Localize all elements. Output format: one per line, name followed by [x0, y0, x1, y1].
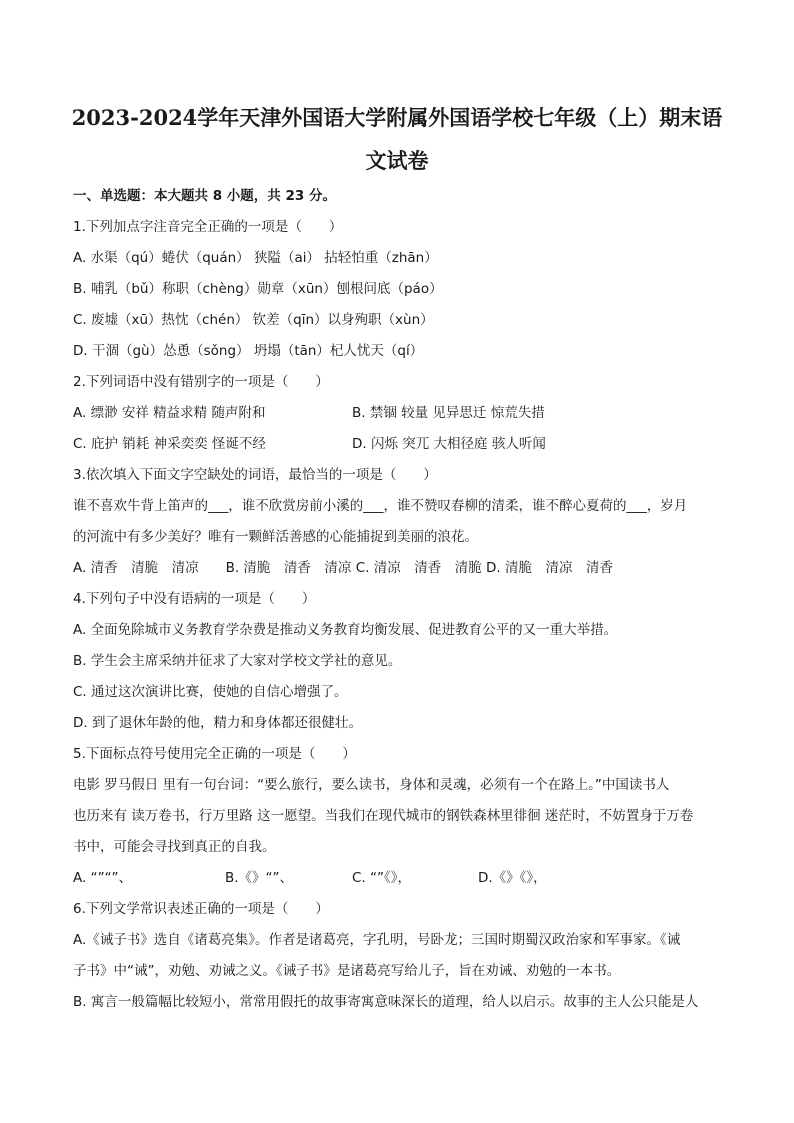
question-5-stem: 5.下面标点符号使用完全正确的一项是（ ）	[73, 746, 356, 762]
question-4-option-b: B. 学生会主席采纳并征求了大家对学校文学社的意见。	[73, 653, 402, 669]
section-heading: 一、单选题：本大题共 8 小题，共 23 分。	[73, 188, 336, 204]
exam-title-line-2: 文试卷	[365, 148, 429, 173]
question-4-option-a: A. 全面免除城市义务教育学杂费是推动义务教育均衡发展、促进教育公平的又一重大举措。	[73, 622, 618, 638]
question-3-options: A. 清香 清脆 清凉 B. 清脆 清香 清凉 C. 清凉 清香 清脆 D. 清脆 清凉 清香	[73, 560, 613, 576]
question-5-passage-line-3: 书中，可能会寻找到真正的自我。	[73, 839, 276, 855]
question-3-passage-line-2: 的河流中有多少美好？唯有一颗鲜活善感的心能捕捉到美丽的浪花。	[73, 529, 478, 545]
question-5-option-d: D.《》《》，	[478, 870, 547, 886]
question-2-option-d: D. 闪烁 突兀 大相径庭 骇人听闻	[352, 436, 546, 452]
question-6-option-b-line-1: B. 寓言一般篇幅比较短小，常常用假托的故事寄寓意味深长的道理，给人以启示。故事的主人公只能是人	[73, 994, 699, 1010]
question-2-option-c: C. 庇护 销耗 神采奕奕 怪诞不经	[73, 436, 266, 452]
question-2-option-a: A. 缥渺 安祥 精益求精 随声附和	[73, 405, 266, 421]
question-1-option-d: D. 干涸（gù）怂恿（sǒng） 坍塌（tān）杞人忧天（qí）	[73, 343, 424, 359]
question-1-stem: 1.下列加点字注音完全正确的一项是（ ）	[73, 219, 343, 235]
question-2-option-b: B. 禁锢 较量 见异思迁 惊荒失措	[352, 405, 545, 421]
exam-title-line-1: 2023-2024学年天津外国语大学附属外国语学校七年级（上）期末语	[71, 105, 723, 130]
question-3-passage-line-1: 谁不喜欢牛背上笛声的___，谁不欣赏房前小溪的___，谁不赞叹春柳的清柔，谁不醉心夏荷的___，岁月	[73, 498, 688, 514]
question-1-option-c: C. 废墟（xū）热忱（chén） 钦差（qīn）以身殉职（xùn）	[73, 312, 434, 328]
question-4-stem: 4.下列句子中没有语病的一项是（ ）	[73, 591, 316, 607]
question-6-stem: 6.下列文学常识表述正确的一项是（ ）	[73, 901, 329, 917]
question-3-stem: 3.依次填入下面文字空缺处的词语，最恰当的一项是（ ）	[73, 467, 437, 483]
question-5-option-c: C. “”《》，	[352, 870, 411, 886]
question-5-option-b: B.《》“”、	[225, 870, 294, 886]
question-5-option-a: A. “”“”、	[73, 870, 133, 886]
question-6-option-a-line-1: A.《诫子书》选自《诸葛亮集》。作者是诸葛亮，字孔明，号卧龙；三国时期蜀汉政治家和军事家。《诫	[73, 932, 681, 948]
question-4-option-d: D. 到了退休年龄的他，精力和身体都还很健壮。	[73, 715, 362, 731]
question-2-stem: 2.下列词语中没有错别字的一项是（ ）	[73, 374, 329, 390]
question-5-passage-line-2: 也历来有 读万卷书，行万里路 这一愿望。当我们在现代城市的钢铁森林里徘徊 迷茫时，不妨置身于万卷	[73, 808, 694, 824]
question-5-passage-line-1: 电影 罗马假日 里有一句台词：“要么旅行，要么读书，身体和灵魂，必须有一个在路上。”中国读书人	[73, 777, 670, 793]
question-6-option-a-line-2: 子书》中“诫”，劝勉、劝诫之义。《诫子书》是诸葛亮写给儿子，旨在劝诫、劝勉的一本书。	[73, 963, 621, 979]
question-4-option-c: C. 通过这次演讲比赛，使她的自信心增强了。	[73, 684, 348, 700]
question-1-option-b: B. 哺乳（bǔ）称职（chèng）勋章（xūn）刨根问底（páo）	[73, 281, 443, 297]
question-1-option-a: A. 水渠（qú）蜷伏（quán） 狭隘（ai） 拈轻怕重（zhān）	[73, 250, 438, 266]
